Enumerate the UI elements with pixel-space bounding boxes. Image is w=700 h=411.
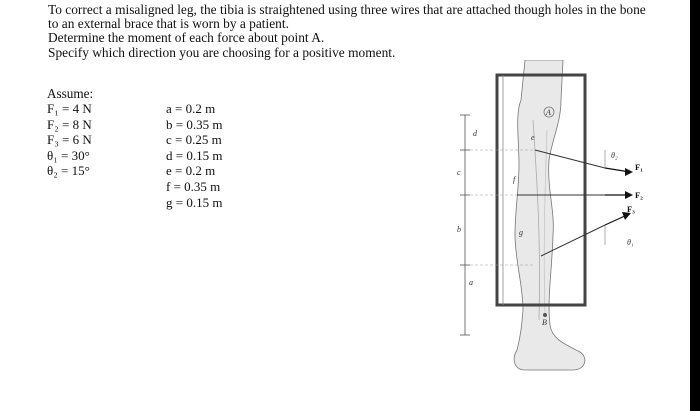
label-f2: F₂ [635, 190, 643, 200]
leg-brace-figure [455, 60, 685, 405]
label-g: g [519, 228, 523, 237]
f-value: f = 0.35 m [166, 178, 221, 194]
point-b-marker [543, 313, 547, 317]
label-e: e [531, 133, 535, 142]
problem-line-3: Determine the moment of each force about point A. [48, 30, 325, 46]
label-c: c [457, 168, 461, 177]
label-f1: F₁ [635, 162, 643, 172]
leg-outline [514, 60, 585, 370]
label-a-point: A [546, 108, 551, 117]
right-edge-bar [690, 0, 700, 411]
label-theta2: θ₂ [611, 151, 618, 160]
problem-statement [48, 3, 678, 60]
assume-heading: Assume: [47, 86, 94, 101]
d-value: d = 0.15 m [166, 147, 223, 163]
problem-line-2: to an external brace that is worn by a patient. [48, 16, 289, 32]
label-f3: F₃ [627, 204, 635, 214]
f3-value: F₃ = 6 N [47, 132, 92, 148]
f2-arrowhead [625, 191, 633, 199]
f1-arrowhead [625, 168, 633, 176]
g-value: g = 0.15 m [166, 194, 223, 210]
force-values [47, 101, 92, 179]
dimension-values [166, 101, 222, 210]
label-d: d [473, 129, 477, 138]
leg-brace-diagram [455, 60, 685, 405]
f1-value: F₁ = 4 N [47, 101, 92, 116]
problem-line-4: Specify which direction you are choosing for a positive moment. [48, 44, 396, 60]
e-value: e = 0.2 m [166, 163, 216, 179]
theta2-value: θ₂ = 15° [47, 163, 90, 179]
f2-value: F₂ = 8 N [47, 116, 92, 132]
a-value: a = 0.2 m [166, 101, 216, 116]
c-value: c = 0.25 m [166, 132, 222, 148]
label-f: f [513, 175, 516, 184]
problem-line-1: To correct a misaligned leg, the tibia is straightened using three wires that are attached though holes in the bone [48, 2, 646, 17]
label-b-point: B [542, 318, 547, 327]
label-a-dim: a [469, 278, 473, 287]
b-value: b = 0.35 m [166, 116, 223, 132]
label-theta1: θ₁ [627, 238, 634, 247]
theta1-value: θ₁ = 30° [47, 147, 90, 163]
label-b-dim: b [457, 225, 461, 234]
